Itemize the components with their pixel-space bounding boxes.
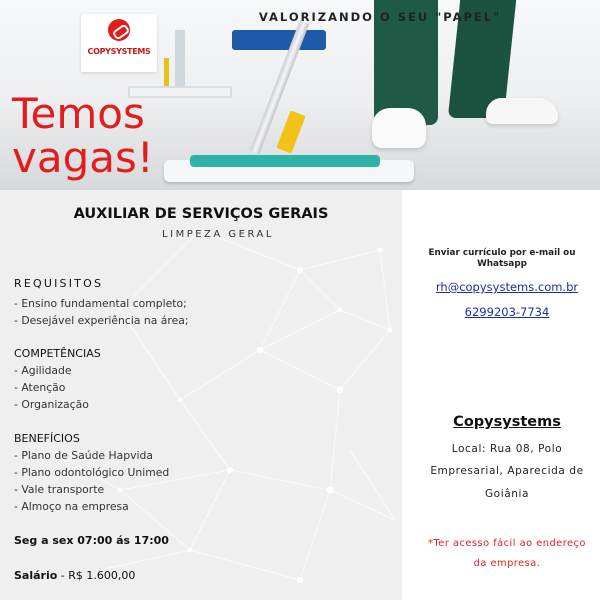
worker-shoe-cover-right bbox=[486, 98, 558, 124]
logo-text: COPYSYSTEMS bbox=[87, 47, 151, 56]
beneficio-item: - Almoço na empresa bbox=[14, 500, 129, 513]
headline bbox=[12, 89, 154, 182]
beneficios-heading: BENEFÍCIOS bbox=[14, 432, 80, 445]
email-link[interactable]: rh@copysystems.com.br bbox=[435, 280, 579, 294]
beneficio-item: - Plano de Saúde Hapvida bbox=[14, 449, 153, 462]
contact-instructions-line: Enviar currículo por e-mail ou bbox=[428, 248, 576, 258]
mop-frame bbox=[190, 155, 380, 167]
contact-instructions-line: Whatsapp bbox=[477, 259, 527, 269]
salary bbox=[14, 569, 135, 582]
job-title: AUXILIAR DE SERVIÇOS GERAIS bbox=[73, 206, 329, 222]
address-line: Empresarial, Aparecida de bbox=[430, 465, 584, 477]
access-note: *Ter acesso fácil ao endereço bbox=[428, 538, 586, 549]
competencia-item: - Atenção bbox=[14, 381, 66, 394]
headline-line-2: vagas! bbox=[12, 133, 154, 182]
competencias-heading: COMPETÊNCIAS bbox=[14, 347, 101, 360]
worker-shoe-cover-left bbox=[372, 108, 426, 148]
brand-logo bbox=[81, 14, 157, 72]
job-subtitle: LIMPEZA GERAL bbox=[162, 229, 274, 240]
access-note: da empresa. bbox=[473, 558, 541, 569]
salary-label: Salário bbox=[14, 569, 58, 582]
beneficio-item: - Vale transporte bbox=[14, 483, 105, 496]
contact-instructions bbox=[404, 248, 600, 270]
requisitos-heading: REQUISITOS bbox=[14, 277, 104, 290]
salary-value: - R$ 1.600,00 bbox=[57, 569, 136, 582]
beneficio-item: - Plano odontológico Unimed bbox=[14, 466, 170, 479]
competencia-item: - Organização bbox=[14, 398, 89, 411]
phone-link[interactable]: 6299203-7734 bbox=[464, 305, 550, 319]
headline-line-1: Temos bbox=[12, 89, 145, 138]
tagline: VALORIZANDO O SEU "PAPEL" bbox=[258, 10, 502, 24]
logo-icon bbox=[108, 19, 130, 41]
requisito-item: - Desejável experiência na área; bbox=[14, 314, 189, 327]
background-cart-pole bbox=[175, 30, 185, 90]
company-name: Copysystems bbox=[453, 414, 561, 430]
competencia-item: - Agilidade bbox=[14, 364, 72, 377]
background-cleaning-cart bbox=[232, 30, 326, 50]
address-line: Goiânia bbox=[484, 488, 530, 500]
address-line: Local: Rua 08, Polo bbox=[451, 443, 563, 455]
work-schedule: Seg a sex 07:00 ás 17:00 bbox=[14, 534, 169, 547]
background-mop-handle bbox=[164, 58, 169, 88]
requisito-item: - Ensino fundamental completo; bbox=[14, 297, 187, 310]
